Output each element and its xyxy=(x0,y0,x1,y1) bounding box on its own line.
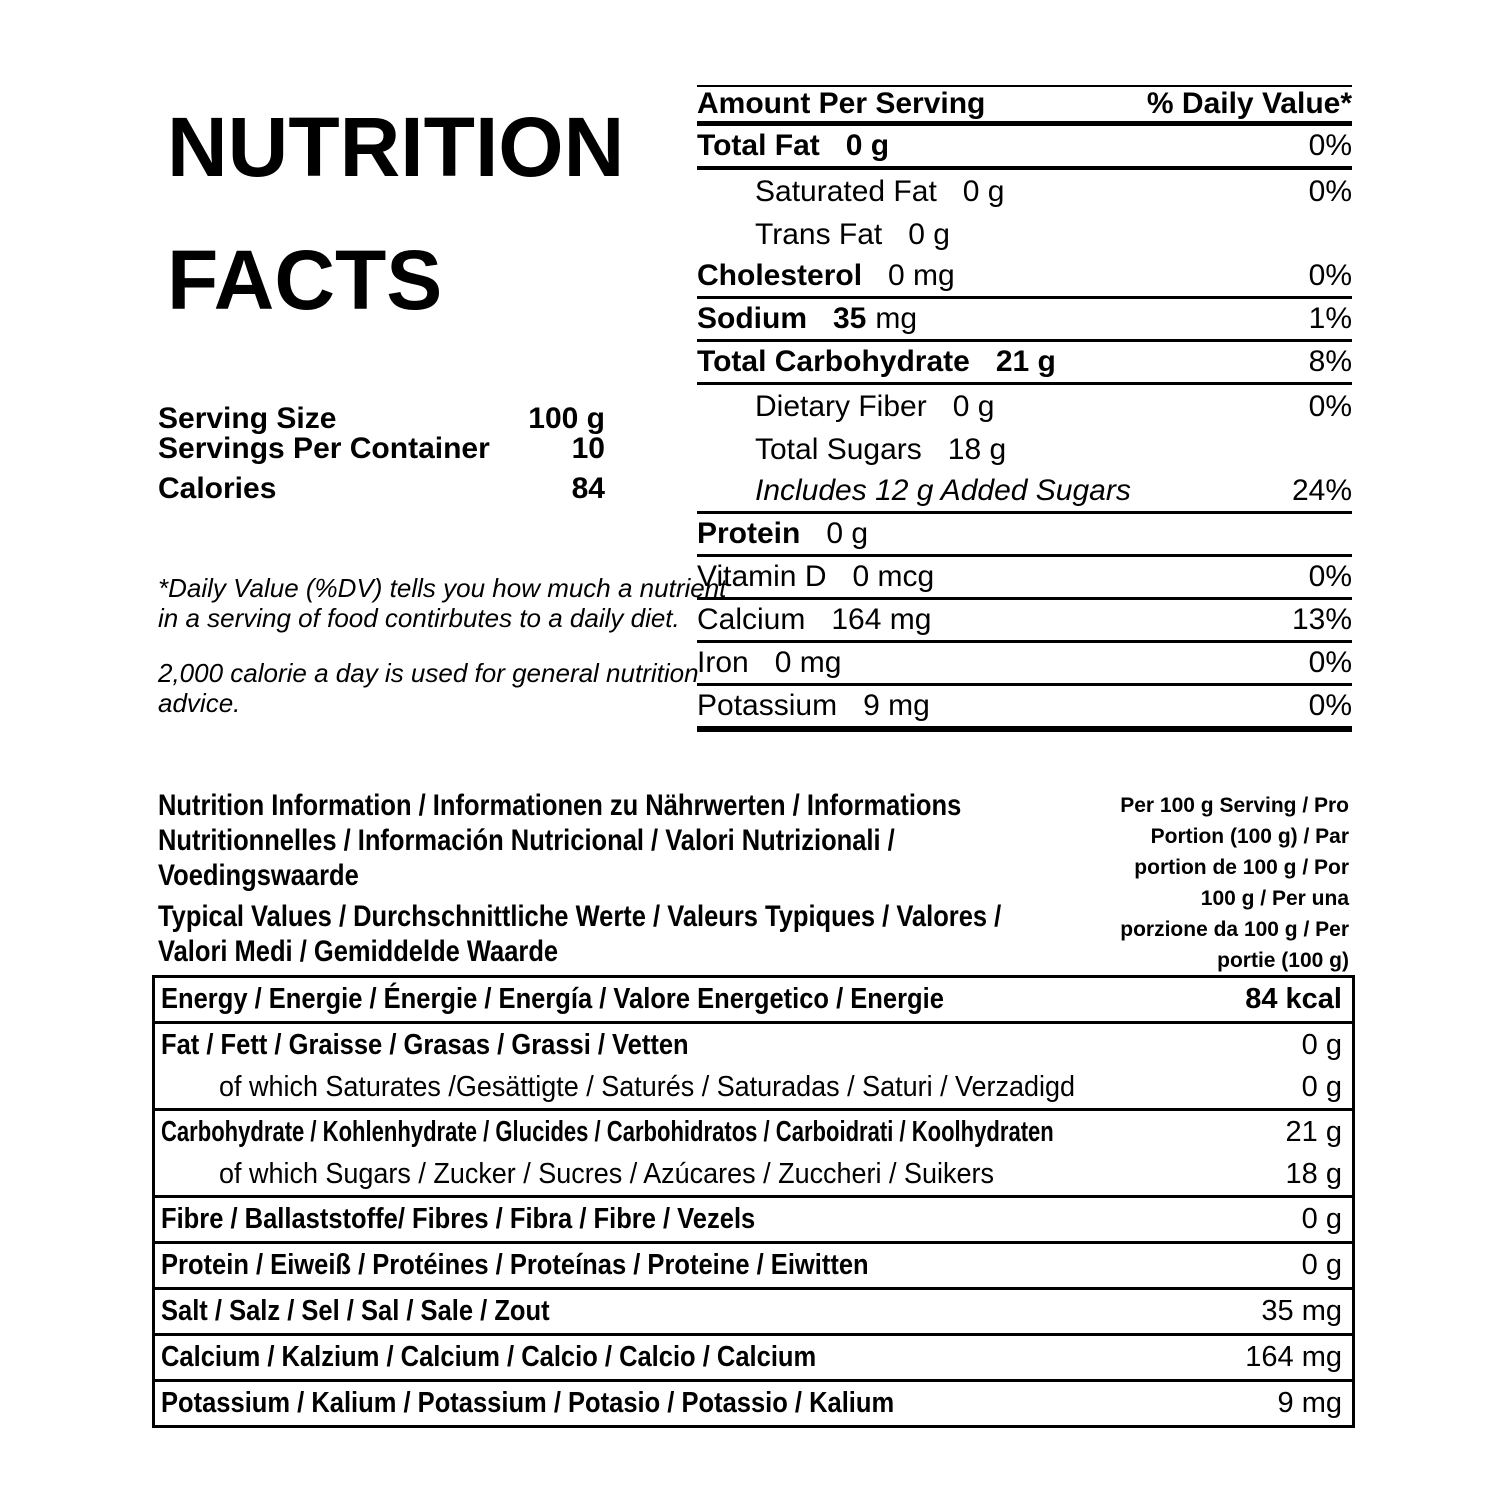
nutrient-name: Total Sugars xyxy=(755,432,922,466)
label-title-line2: FACTS xyxy=(167,233,443,327)
label-title xyxy=(167,81,624,347)
ml-row-salt xyxy=(155,1290,1352,1336)
amount-per-serving-header: Amount Per Serving xyxy=(697,87,986,120)
serving-size-value: 100 g xyxy=(528,402,605,435)
nutrient-row-total-fat xyxy=(697,126,1352,170)
daily-value-footnote xyxy=(158,573,727,633)
nutrient-dv: 13% xyxy=(1291,603,1352,636)
footnote-line: in a serving of food contirbutes to a daily diet. xyxy=(158,603,680,633)
nutrient-row-trans-fat xyxy=(697,213,1352,256)
multilang-info-line: Voedingswaarde xyxy=(158,859,359,892)
servings-per-container-label: Servings Per Container xyxy=(158,432,490,465)
nutrient-name: Protein xyxy=(697,517,801,550)
ml-row-label: Potassium / Kalium / Potassium / Potasio / Potassio / Kalium xyxy=(161,1387,895,1419)
nutrient-amount: 0 g xyxy=(952,389,995,423)
ml-subrow-label: of which Sugars / Zucker / Sucres / Azúcares / Zuccheri / Suikers xyxy=(219,1157,994,1190)
nutrient-name: Dietary Fiber xyxy=(755,389,927,423)
nutrient-row-sodium xyxy=(697,299,1352,342)
nutrient-name: Potassium xyxy=(697,689,838,722)
per-serving-line: porzione da 100 g / Per xyxy=(1120,918,1349,941)
footnote-line: 2,000 calorie a day is used for general nutrition xyxy=(158,658,699,688)
serving-size-row xyxy=(158,404,605,434)
ml-row-fibre xyxy=(155,1198,1352,1244)
nutrient-name: Saturated Fat xyxy=(755,174,937,208)
nutrient-name: Cholesterol xyxy=(697,259,863,292)
nutrient-row-total-carbohydrate xyxy=(697,342,1352,385)
ml-subrow-value: 18 g xyxy=(1285,1157,1342,1190)
ml-row-label: Calcium / Kalzium / Calcium / Calcio / Calcio / Calcium xyxy=(161,1341,817,1373)
nutrient-name: Includes 12 g Added Sugars xyxy=(755,474,1131,507)
ml-row-value: 0 g xyxy=(1301,1249,1342,1281)
nutrient-dv: 0% xyxy=(1308,389,1352,423)
servings-per-container-value: 10 xyxy=(571,432,605,465)
nutrient-row-saturated-fat xyxy=(697,170,1352,213)
nutrient-row-protein xyxy=(697,514,1352,557)
ml-row-label: Carbohydrate / Kohlenhydrate / Glucides / Carbohidratos / Carboidrati / Koolhydraten xyxy=(161,1115,1054,1148)
ml-row-value: 21 g xyxy=(1285,1115,1342,1148)
nutrient-amount: 0 mg xyxy=(888,259,955,292)
serving-size-label: Serving Size xyxy=(158,402,337,435)
label-title-line1: NUTRITION xyxy=(167,100,625,194)
ml-row-label: Protein / Eiweiß / Protéines / Proteínas / Proteine / Eiwitten xyxy=(161,1249,869,1281)
ml-subrow-label: of which Saturates /Gesättigte / Saturés / Saturadas / Saturi / Verzadigd xyxy=(219,1070,1076,1103)
ml-row-value: 0 g xyxy=(1301,1203,1342,1235)
per-serving-note xyxy=(1099,790,1349,976)
nutrient-dv: 0% xyxy=(1308,689,1352,722)
calories-row xyxy=(158,474,605,504)
nutrient-dv: 1% xyxy=(1308,302,1352,335)
multilang-info-line: Nutrition Information / Informationen zu Nährwerten / Informations xyxy=(158,789,962,822)
ml-subrow-value: 0 g xyxy=(1301,1070,1342,1103)
nutrient-dv: 0% xyxy=(1308,259,1352,292)
nutrient-name: Total Carbohydrate xyxy=(697,345,970,378)
ml-row-value: 84 kcal xyxy=(1245,983,1342,1015)
nutrient-dv: 24% xyxy=(1291,474,1352,507)
footnote-line: *Daily Value (%DV) tells you how much a nutrient xyxy=(158,573,727,603)
nutrient-amount: 0 mg xyxy=(774,646,842,679)
nutrient-amount: 0 mcg xyxy=(852,560,935,593)
nutrient-amount: 0 g xyxy=(826,517,869,550)
ml-row-calcium xyxy=(155,1336,1352,1382)
nutrient-row-added-sugars xyxy=(697,471,1352,514)
ml-row-carbohydrate xyxy=(155,1111,1352,1198)
servings-per-container-row xyxy=(158,434,605,464)
ml-row-label: Salt / Salz / Sel / Sal / Sale / Zout xyxy=(161,1295,550,1327)
nutrient-amount: 18 g xyxy=(947,432,1007,466)
nutrient-amount: 21 g xyxy=(995,345,1056,378)
nutrient-dv: 8% xyxy=(1308,345,1352,378)
nutrient-dv: 0% xyxy=(1308,560,1352,593)
nutrient-dv: 0% xyxy=(1308,174,1352,208)
ml-row-value: 35 mg xyxy=(1261,1295,1342,1327)
multilang-info-line: Nutritionnelles / Información Nutricional / Valori Nutrizionali / xyxy=(158,824,895,857)
ml-row-label: Energy / Energie / Énergie / Energía / Valore Energetico / Energie xyxy=(161,983,944,1015)
ml-row-energy xyxy=(155,978,1352,1024)
calories-value: 84 xyxy=(571,472,605,505)
calories-label: Calories xyxy=(158,472,277,505)
nutrient-name: Total Fat xyxy=(697,129,820,162)
nutrient-name: Calcium xyxy=(697,603,806,636)
nutrient-dv: 0% xyxy=(1308,646,1352,679)
nutrient-row-iron xyxy=(697,643,1352,686)
nutrient-name: Iron xyxy=(697,646,749,679)
nutrient-row-vitamin-d xyxy=(697,557,1352,600)
nutrient-name: Sodium xyxy=(697,302,807,335)
nutrient-row-cholesterol xyxy=(697,256,1352,299)
per-serving-line: portie (100 g) xyxy=(1217,949,1349,972)
footnote-line: advice. xyxy=(158,688,241,718)
per-serving-line: portion de 100 g / Por xyxy=(1134,856,1349,879)
ml-row-value: 0 g xyxy=(1301,1028,1342,1061)
amount-table-header xyxy=(697,87,1352,126)
ml-row-protein xyxy=(155,1244,1352,1290)
ml-row-value: 164 mg xyxy=(1245,1341,1342,1373)
nutrient-amount: 9 mg xyxy=(863,689,930,722)
nutrient-amount: 164 mg xyxy=(831,603,932,636)
daily-value-header: % Daily Value* xyxy=(1146,87,1352,120)
typical-values-line: Valori Medi / Gemiddelde Waarde xyxy=(158,935,559,968)
nutrient-amount: 0 g xyxy=(845,129,890,162)
per-serving-line: Per 100 g Serving / Pro xyxy=(1120,794,1349,817)
ml-row-potassium xyxy=(155,1382,1352,1425)
nutrient-amount: 0 g xyxy=(908,217,950,251)
typical-values-line: Typical Values / Durchschnittliche Werte / Valeurs Typiques / Valores / xyxy=(158,900,1002,933)
ml-row-label: Fibre / Ballaststoffe/ Fibres / Fibra / Fibre / Vezels xyxy=(161,1203,756,1235)
nutrient-name: Trans Fat xyxy=(755,217,883,251)
nutrient-row-potassium xyxy=(697,686,1352,732)
nutrient-dv: 0% xyxy=(1308,129,1352,162)
ml-row-value: 9 mg xyxy=(1277,1387,1342,1419)
nutrient-row-calcium xyxy=(697,600,1352,643)
amount-per-serving-table xyxy=(697,85,1352,732)
nutrient-row-total-sugars xyxy=(697,428,1352,471)
per-serving-line: Portion (100 g) / Par xyxy=(1150,825,1349,848)
nutrient-amount: 35 xyxy=(833,302,867,335)
multilang-table xyxy=(152,975,1355,1428)
multilang-header xyxy=(158,788,1001,969)
calorie-advice-footnote xyxy=(158,658,699,718)
ml-row-fat xyxy=(155,1024,1352,1111)
nutrient-amount-unit: mg xyxy=(875,302,918,335)
nutrient-row-dietary-fiber xyxy=(697,385,1352,428)
per-serving-line: 100 g / Per una xyxy=(1200,887,1349,910)
serving-info xyxy=(158,404,605,504)
nutrient-amount: 0 g xyxy=(962,174,1005,208)
ml-row-label: Fat / Fett / Graisse / Grasas / Grassi / Vetten xyxy=(161,1028,689,1061)
nutrient-name: Vitamin D xyxy=(697,560,827,593)
